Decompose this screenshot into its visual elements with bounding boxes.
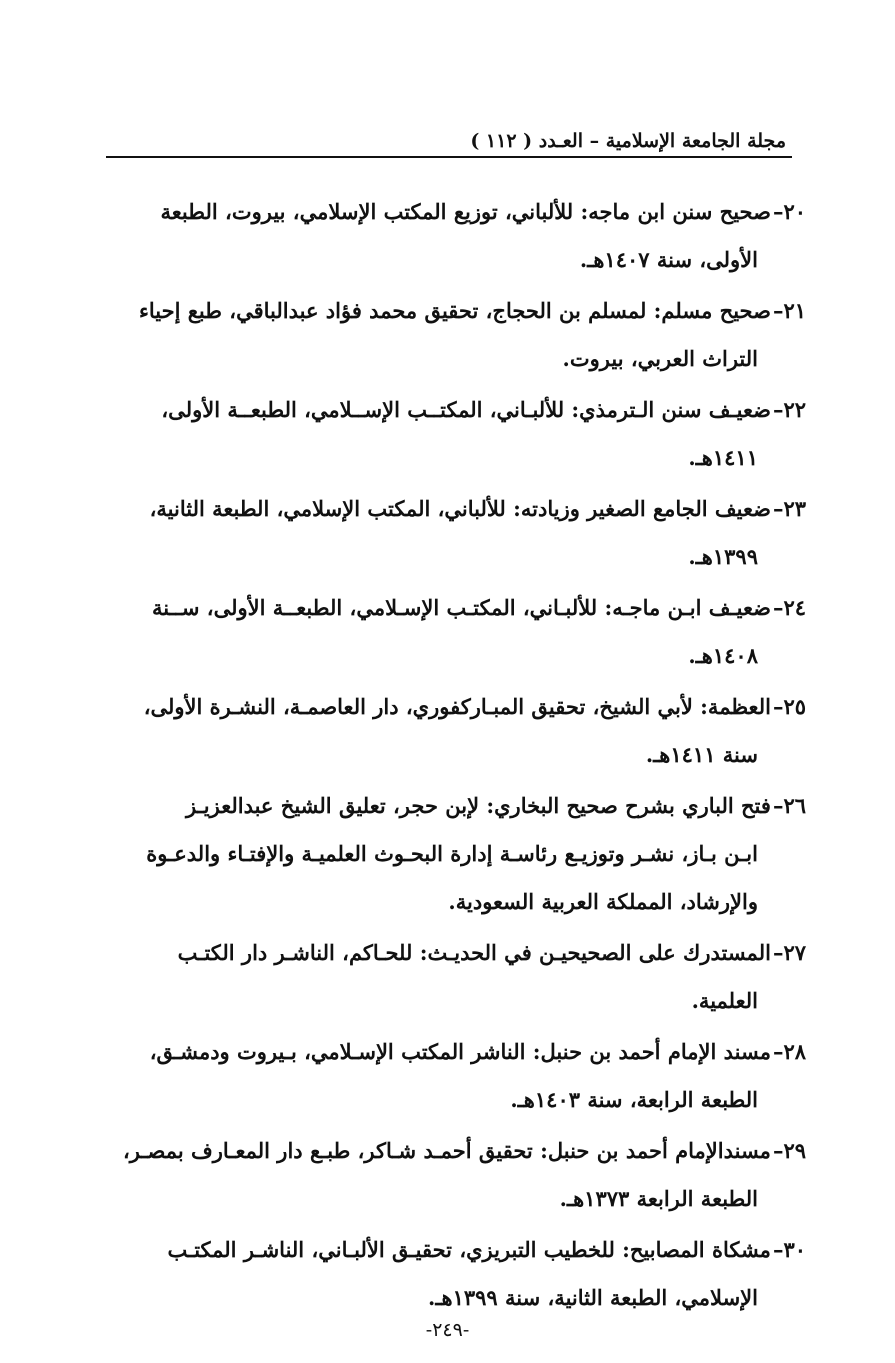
reference-item <box>104 1226 806 1322</box>
reference-number: ٢٨ <box>783 1039 806 1064</box>
reference-number: ٢٦ <box>783 793 806 818</box>
reference-item <box>104 683 806 779</box>
reference-item <box>104 485 806 581</box>
reference-continuation: ١٤١١هـ. <box>688 445 758 470</box>
reference-dash: – <box>772 199 784 224</box>
reference-number: ٢٧ <box>783 940 806 965</box>
reference-list <box>104 188 806 1325</box>
reference-dash: – <box>772 496 784 521</box>
reference-dash: – <box>772 1039 784 1064</box>
reference-number: ٢٢ <box>783 397 806 422</box>
reference-number: ٢٣ <box>783 496 806 521</box>
reference-item <box>104 584 806 680</box>
reference-number: ٢٥ <box>783 694 806 719</box>
reference-continuation: الإسلامي، الطبعة الثانية، سنة ١٣٩٩هـ. <box>428 1285 758 1310</box>
reference-line: مسند الإمام أحمد بن حنبل: الناشر المكتب الإسـلامي، بـيروت ودمشـق، <box>149 1039 771 1064</box>
reference-item <box>104 287 806 383</box>
reference-continuation: ابـن بـاز، نشـر وتوزيـع رئاسـة إدارة البحـوث العلميـة والإفتـاء والدعـوة <box>146 841 758 866</box>
reference-dash: – <box>772 397 784 422</box>
reference-dash: – <box>772 1138 784 1163</box>
running-header: مجلة الجامعة الإسلامية – العـدد ( ١١٢ ) <box>470 130 786 152</box>
reference-line: مشكاة المصابيح: للخطيب التبريزي، تحقيـق الألبـاني، الناشـر المكتـب <box>167 1237 771 1262</box>
reference-item <box>104 1028 806 1124</box>
reference-number: ٢١ <box>783 298 806 323</box>
reference-line: ضعيف الجامع الصغير وزيادته: للألباني، المكتب الإسلامي، الطبعة الثانية، <box>149 496 771 521</box>
reference-continuation: الأولى، سنة ١٤٠٧هـ. <box>579 247 758 272</box>
reference-continuation: ١٣٩٩هـ. <box>688 544 758 569</box>
reference-dash: – <box>772 595 784 620</box>
page-number: -٢٤٩- <box>425 1319 470 1341</box>
reference-item <box>104 1127 806 1223</box>
reference-continuation: العلمية. <box>691 988 758 1013</box>
reference-line: صحيح سنن ابن ماجه: للألباني، توزيع المكتب الإسلامي، بيروت، الطبعة <box>160 199 771 224</box>
reference-continuation: التراث العربي، بيروت. <box>562 346 758 371</box>
reference-dash: – <box>772 298 784 323</box>
reference-item <box>104 929 806 1025</box>
reference-dash: – <box>772 940 784 965</box>
reference-line: مسندالإمام أحمد بن حنبل: تحقيق أحمـد شـاكر، طبـع دار المعـارف بمصـر، <box>123 1138 771 1163</box>
reference-dash: – <box>772 793 784 818</box>
reference-line: المستدرك على الصحيحيـن في الحديـث: للحـاكم، الناشـر دار الكتـب <box>177 940 771 965</box>
reference-continuation: الطبعة الرابعة ١٣٧٣هـ. <box>559 1186 758 1211</box>
reference-continuation: والإرشاد، المملكة العربية السعودية. <box>448 889 758 914</box>
reference-line: العظمة: لأبي الشيخ، تحقيق المبـاركفوري، دار العاصمـة، النشـرة الأولى، <box>143 694 771 719</box>
reference-line: صحيح مسلم: لمسلم بن الحجاج، تحقيق محمد فؤاد عبدالباقي، طبع إحياء <box>139 298 771 323</box>
reference-item <box>104 386 806 482</box>
reference-line: فتح الباري بشرح صحيح البخاري: لإبن حجر، تعليق الشيخ عبدالعزيـز <box>186 793 771 818</box>
reference-item <box>104 188 806 284</box>
reference-line: ضعيـف ابـن ماجـه: للألبـاني، المكتـب الإسـلامي، الطبعــة الأولى، ســنة <box>151 595 771 620</box>
header-rule <box>106 156 792 158</box>
reference-continuation: الطبعة الرابعة، سنة ١٤٠٣هـ. <box>510 1087 758 1112</box>
reference-number: ٣٠ <box>783 1237 806 1262</box>
reference-item <box>104 782 806 926</box>
reference-continuation: سنة ١٤١١هـ. <box>645 742 758 767</box>
reference-number: ٢٤ <box>783 595 806 620</box>
reference-number: ٢٠ <box>783 199 806 224</box>
reference-continuation: ١٤٠٨هـ. <box>688 643 758 668</box>
reference-dash: – <box>772 694 784 719</box>
reference-line: ضعيـف سنن الـترمذي: للألبـاني، المكتــب الإســلامي، الطبعــة الأولى، <box>161 397 771 422</box>
reference-number: ٢٩ <box>783 1138 806 1163</box>
reference-dash: – <box>772 1237 784 1262</box>
